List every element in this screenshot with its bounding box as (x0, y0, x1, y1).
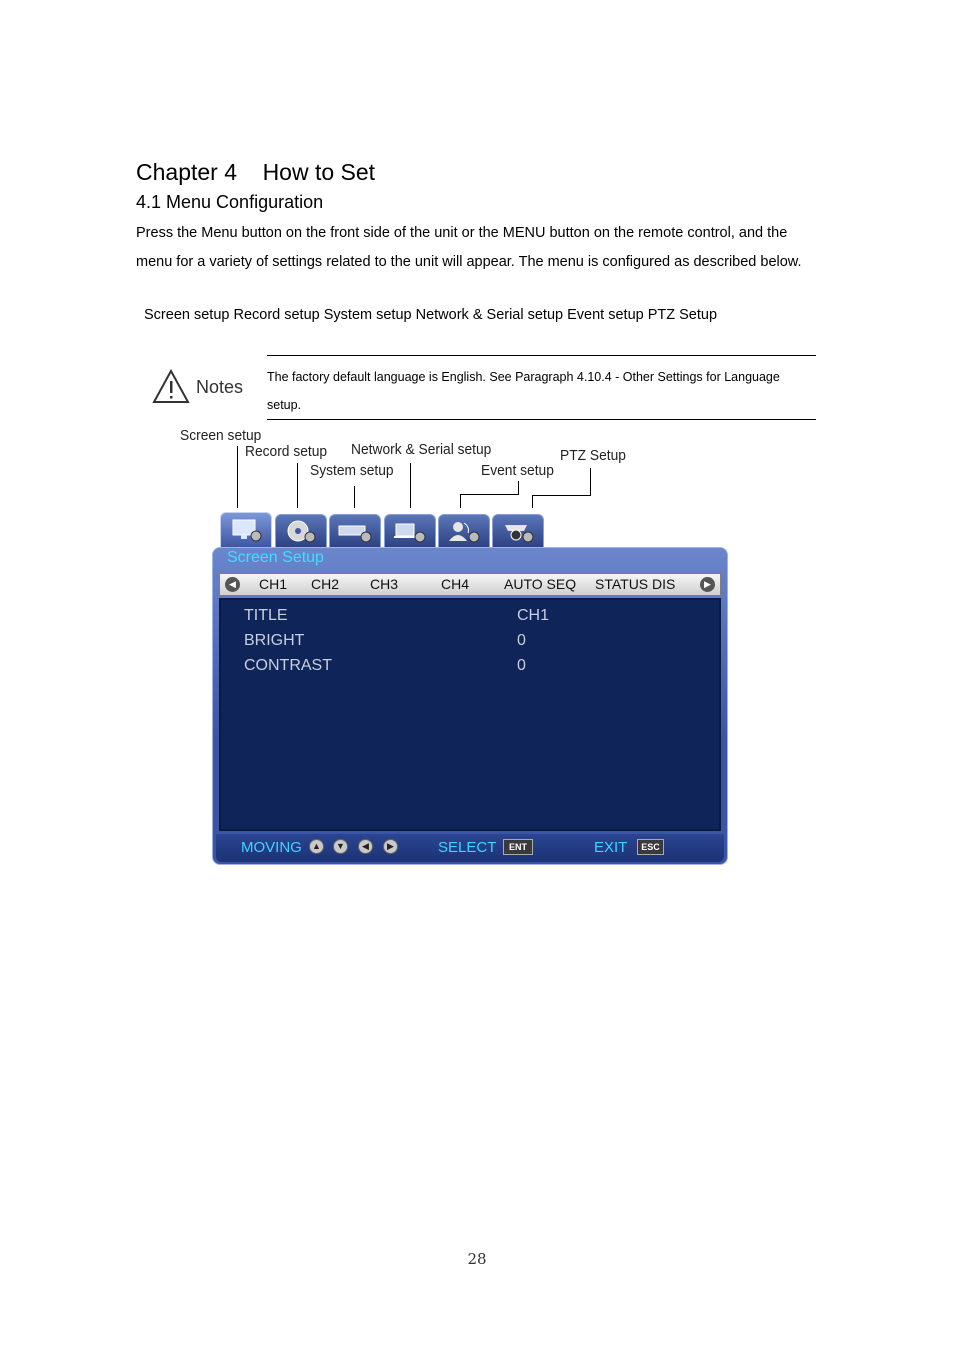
tab-ch1[interactable]: CH1 (259, 576, 288, 592)
callout-record-setup: Record setup (245, 443, 328, 460)
tab-network-serial-setup[interactable] (384, 514, 436, 548)
tab-event-setup[interactable] (438, 514, 490, 548)
tab-auto-seq[interactable]: AUTO SEQ (504, 576, 577, 592)
callout-screen-setup: Screen setup (180, 427, 262, 444)
intro-paragraph: Press the Menu button on the front side of the unit or the MENU button on the remote control, and the menu for a variety of settings related to the unit will appear. The menu is configured as described below. (136, 225, 802, 270)
dvr-box-icon (337, 519, 373, 543)
tab-status-dis[interactable]: STATUS DIS (595, 576, 676, 592)
contrast-label: CONTRAST (244, 657, 332, 674)
leader-line-ptz-a (532, 495, 533, 508)
exit-label: EXIT (594, 839, 628, 856)
warning-icon (152, 366, 192, 406)
note-top-rule (267, 355, 816, 356)
arrow-left-icon: ◀ (358, 839, 373, 854)
page-number: 28 (467, 1250, 487, 1268)
chapter-heading: Chapter 4 How to Set (136, 159, 376, 185)
leader-line-record (297, 463, 298, 508)
network-icon (392, 519, 428, 543)
bright-label: BRIGHT (244, 632, 305, 649)
note-bottom-rule (267, 419, 816, 420)
leader-line-ptz-c (590, 468, 591, 496)
chevron-right-icon[interactable]: ▶ (700, 577, 715, 592)
leader-line-screen (237, 446, 238, 508)
title-value[interactable]: CH1 (517, 607, 550, 624)
disc-icon (285, 519, 317, 543)
section-heading: 4.1 Menu Configuration (136, 192, 324, 212)
ptz-camera-icon (500, 519, 536, 543)
callout-system-setup: System setup (310, 462, 394, 479)
moving-label: MOVING (241, 839, 302, 856)
panel-title: Screen Setup (227, 549, 324, 566)
menu-items-line: Screen setup Record setup System setup Network & Serial setup Event setup PTZ Setup (144, 307, 718, 323)
leader-line-system (354, 486, 355, 508)
tab-record-setup[interactable] (275, 514, 327, 548)
note-text: The factory default language is English. See Paragraph 4.10.4 - Other Settings for Language setup. (267, 370, 780, 412)
tab-ch3[interactable]: CH3 (370, 576, 399, 592)
leader-line-event-a (460, 494, 461, 508)
title-label: TITLE (244, 607, 288, 624)
tab-ch4[interactable]: CH4 (441, 576, 470, 592)
ent-key-icon: ENT (503, 839, 533, 855)
leader-line-ptz-b (532, 495, 590, 496)
callout-ptz-setup: PTZ Setup (560, 447, 626, 464)
tab-ch2[interactable]: CH2 (311, 576, 340, 592)
leader-line-network (410, 463, 411, 508)
arrow-down-icon: ▼ (333, 839, 348, 854)
leader-line-event-b (460, 494, 518, 495)
leader-line-event-c (518, 481, 519, 495)
tab-system-setup[interactable] (329, 514, 381, 548)
select-label: SELECT (438, 839, 497, 856)
bright-value[interactable]: 0 (517, 632, 526, 649)
esc-key-icon: ESC (637, 839, 664, 855)
callout-network-setup: Network & Serial setup (351, 441, 492, 458)
event-person-icon (446, 519, 482, 543)
tab-ptz-setup[interactable] (492, 514, 544, 548)
monitor-icon (230, 518, 262, 542)
chevron-left-icon[interactable]: ◀ (225, 577, 240, 592)
tab-screen-setup[interactable] (220, 512, 272, 548)
arrow-up-icon: ▲ (309, 839, 324, 854)
contrast-value[interactable]: 0 (517, 657, 526, 674)
notes-label: Notes (196, 377, 244, 397)
arrow-right-icon: ▶ (383, 839, 398, 854)
callout-event-setup: Event setup (481, 462, 554, 479)
